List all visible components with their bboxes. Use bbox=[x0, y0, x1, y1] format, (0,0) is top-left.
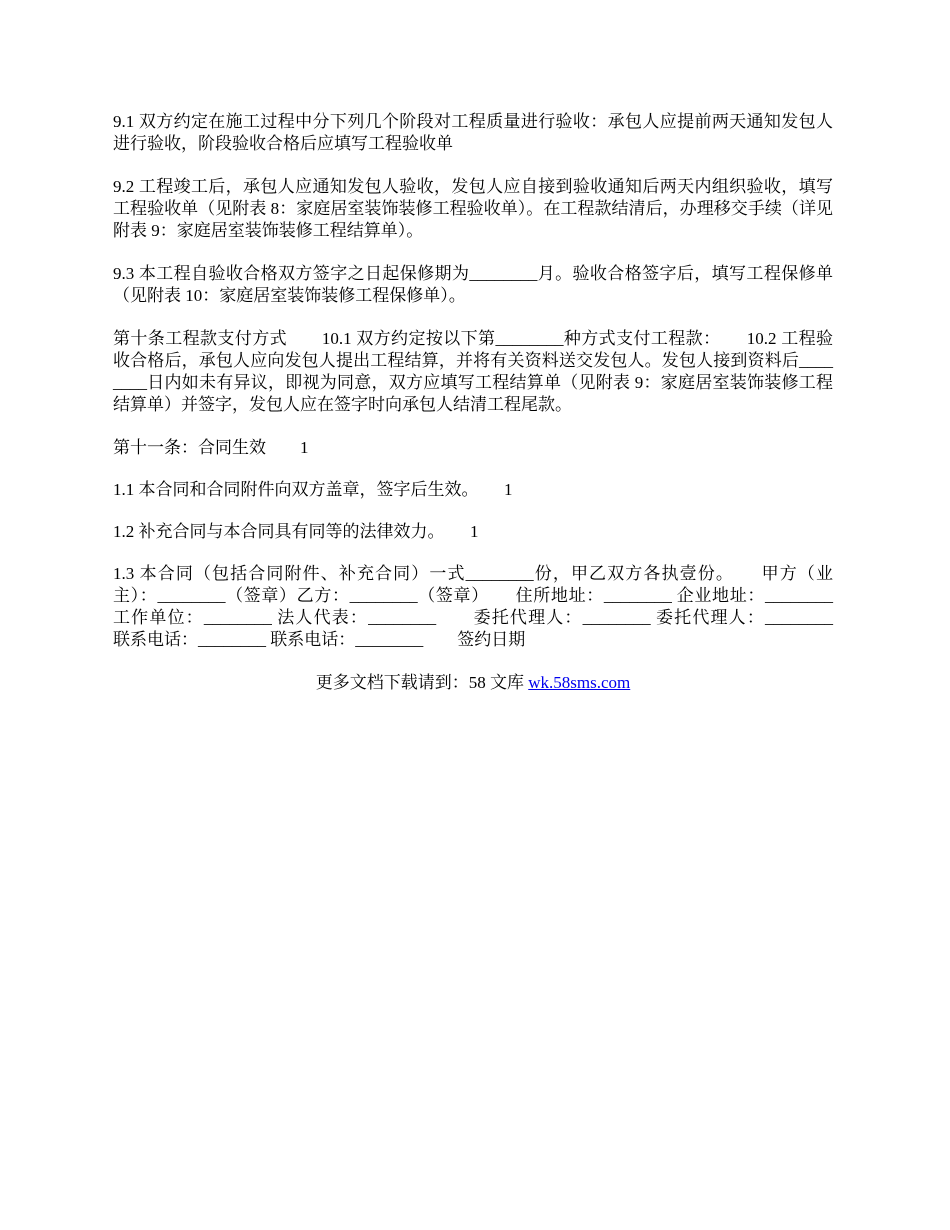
paragraph-article-11: 第十一条：合同生效 1 bbox=[113, 438, 309, 457]
footer-link[interactable]: wk.58sms.com bbox=[528, 673, 631, 692]
paragraph-9-1: 9.1 双方约定在施工过程中分下列几个阶段对工程质量进行验收：承包人应提前两天通知发包人进行验收，阶段验收合格后应填写工程验收单 bbox=[113, 112, 833, 153]
paragraph-9-3: 9.3 本工程自验收合格双方签字之日起保修期为________月。验收合格签字后，填写工程保修单（见附表 10：家庭居室装饰装修工程保修单）。 bbox=[113, 264, 833, 305]
paragraph-9-2: 9.2 工程竣工后，承包人应通知发包人验收，发包人应自接到验收通知后两天内组织验收，填写工程验收单（见附表 8：家庭居室装饰装修工程验收单）。在工程款结清后，办理移交手续（详见附表 9：家庭居室装饰装修工程结算单）。 bbox=[113, 177, 833, 240]
paragraph-11-3: 1.3 本合同（包括合同附件、补充合同）一式________份，甲乙双方各执壹份。 甲方（业主）：________（签章）乙方：________（签章） 住所地址：________ 企业地址：________ 工作单位：________ 法人代表：________ 委托代理人：________ 委托代理人：________ 联系电话：________ 联系电话：________ 签约日期 bbox=[113, 564, 867, 649]
download-footer bbox=[113, 672, 833, 694]
footer-text: 更多文档下载请到：58 文库 bbox=[315, 673, 529, 692]
paragraph-11-2: 1.2 补充合同与本合同具有同等的法律效力。 1 bbox=[113, 522, 479, 541]
paragraph-article-10: 第十条工程款支付方式 10.1 双方约定按以下第________种方式支付工程款： 10.2 工程验收合格后，承包人应向发包人提出工程结算，并将有关资料送交发包人。发包人接到资料后________日内如未有异议，即视为同意，双方应填写工程结算单（见附表 9：家庭居室装饰装修工程结算单）并签字，发包人应在签字时向承包人结清工程尾款。 bbox=[113, 329, 833, 414]
paragraph-11-1: 1.1 本合同和合同附件向双方盖章，签字后生效。 1 bbox=[113, 480, 513, 499]
document-page bbox=[113, 111, 867, 694]
